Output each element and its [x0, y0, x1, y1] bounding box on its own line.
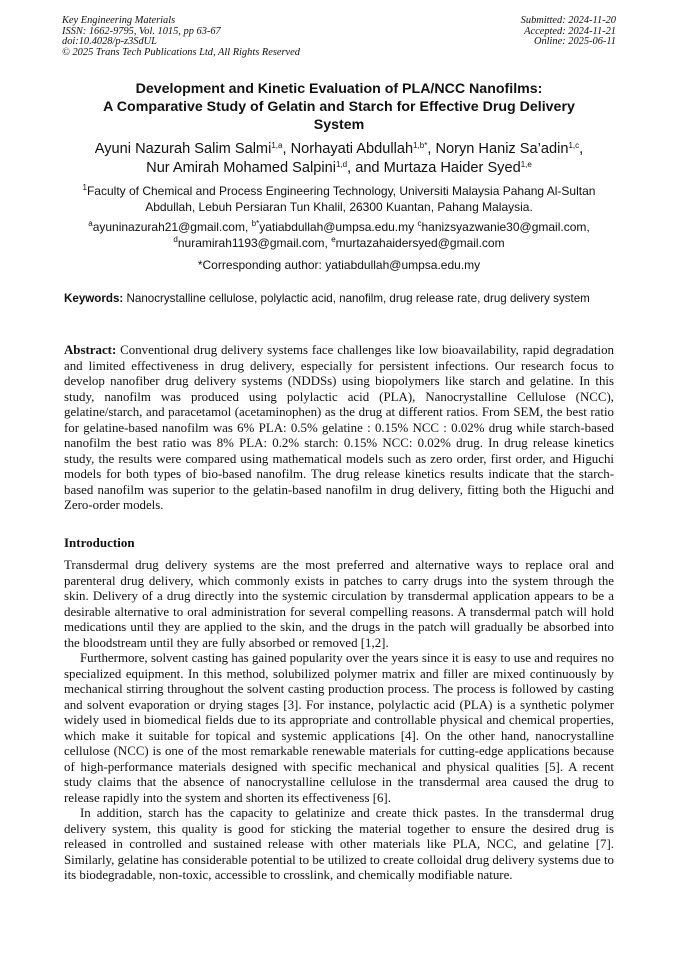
- journal-issn: ISSN: 1662-9795, Vol. 1015, pp 63-67: [62, 25, 221, 37]
- intro-paragraph-1: Transdermal drug delivery systems are the most preferred and alternative ways to replace oral and parenteral drug delivery, which commonly exists in patches to carry drugs into the system through the skin. Delivery of a drug directly into the systemic circulation by transdermal application appears to be a desirable alternative to oral administration for several compelling reasons. A transdermal patch will hold medications until they are applied to the skin, and the drugs in the patch will gradually be absorbed into the bloodstream until they are fully absorbed or removed [1,2].: [64, 558, 614, 650]
- intro-paragraph-3: In addition, starch has the capacity to gelatinize and create thick pastes. In the transdermal drug delivery system, this quality is good for sticking the material together to ensure the desired drug is released in controlled and sustained release with other materials like PLA, NCC, and gelatine [7]. Similarly, gelatine has considerable potential to be utilized to create colloidal drug delivery systems due to its biodegradable, non-toxic, accessible to crosslink, and chemically modifiable nature.: [64, 806, 614, 882]
- author-name: Nur Amirah Mohamed Salpini: [146, 160, 336, 176]
- keywords-label: Keywords:: [64, 292, 124, 305]
- email-mark: a: [88, 219, 93, 228]
- introduction-body: [64, 558, 614, 884]
- paper-title: [60, 80, 618, 134]
- author-name: Noryn Haniz Sa’adin: [435, 141, 569, 157]
- author-name: Ayuni Nazurah Salim Salmi: [94, 141, 272, 157]
- author-affiliation-mark: 1,b*: [413, 141, 428, 150]
- email-link[interactable]: yatiabdullah@umpsa.edu.my: [259, 220, 415, 234]
- affiliation: [66, 184, 612, 215]
- doi-link[interactable]: doi:10.4028/p-z3SdUL: [62, 36, 157, 48]
- corresponding-author: *Corresponding author: yatiabdullah@umpsa.edu.my: [197, 258, 481, 272]
- abstract: [64, 343, 614, 514]
- author-name: Norhayati Abdullah: [290, 141, 414, 157]
- email-mark: d: [173, 234, 178, 244]
- abstract-text: Conventional drug delivery systems face challenges like low bioavailability, rapid degradation and limited effectiveness in drug delivery, especially for persistent infections. Our research focus to develop nanofiber drug delivery systems (NDDSs) using biopolymers like starch and gelatine. In this study, nanofilm was produced using polylactic acid (PLA), Nanocrystalline Cellulose (NCC), gelatine/starch, and paracetamol (acetaminophen) as the drug at different ratios. From SEM, the best ratio for gelatine-based nanofilm was 6% PLA: 0.5% gelatine : 0.15% NCC : 0.02% drug while starch-based nanofilm the best ratio was 8% PLA: 0.2% starch: 0.15% NCC: 0.02% drug. In drug release kinetics study, the results were compared using mathematical models such as zero order, first order, and Higuchi models for both types of bio-based nanofilm. The drug release kinetics results indicate that the starch-based nanofilm was superior to the gelatin-based nanofilm in drug delivery, fitting both the Higuchi and Zero-order models.: [64, 343, 614, 512]
- title-line-3: System: [313, 117, 365, 133]
- author-list: Ayuni Nazurah Salim Salmi$^{1,a}$, Norhayati Abdullah$^{1,b*}$, Noryn Haniz Sa’adin$^{1,c}$, Nur Amirah Mohamed Salpini$^{1,d}$, and Murtaza Haider Syed$^{1,e}$: [94, 141, 584, 176]
- title-line-2: A Comparative Study of Gelatin and Starch for Effective Drug Delivery: [103, 99, 575, 115]
- affiliation-mark: 1: [82, 183, 87, 192]
- email-link[interactable]: murtazahaidersyed@gmail.com: [335, 235, 505, 250]
- accepted-date: Accepted: 2024-11-21: [524, 25, 616, 37]
- email-link[interactable]: hanizsyazwanie30@gmail.com: [421, 220, 587, 234]
- journal-header: [62, 16, 300, 58]
- title-line-1: Development and Kinetic Evaluation of PLA/NCC Nanofilms:: [135, 81, 543, 97]
- affiliation-line-2: Abdullah, Lebuh Persiaran Tun Khalil, 26300 Kuantan, Pahang Malaysia.: [145, 199, 533, 214]
- email-mark: c: [417, 219, 422, 228]
- author-affiliation-mark: 1,c: [568, 141, 580, 150]
- author-affiliation-mark: 1,e: [520, 160, 532, 169]
- submitted-date: Submitted: 2024-11-20: [520, 15, 616, 26]
- keywords: [64, 291, 614, 306]
- email-mark: b*: [251, 219, 260, 228]
- author-name: Murtaza Haider Syed: [383, 160, 521, 176]
- keywords-text: Nanocrystalline cellulose, polylactic acid, nanofilm, drug release rate, drug delivery system: [126, 292, 590, 305]
- online-date: Online: 2025-06-11: [533, 36, 616, 48]
- author-emails: $^a$ayuninazurah21@gmail.com, $^{b*}$yatiabdullah@umpsa.edu.my $^c$hanizsyazwanie30@gmail.com, $^d$nuramirah1193@gmail.com, $^e$murtazahaidersyed@gmail.com: [88, 219, 590, 250]
- intro-paragraph-2: Furthermore, solvent casting has gained popularity over the years since it is easy to use and requires no specialized equipment. In this method, solubilized polymer matrix and filler are mixed continuously by mechanical stirring throughout the solvent casting production process. The process is followed by casting and solvent evaporation or drying stages [3]. For instance, polylactic acid (PLA) is a synthetic polymer widely used in biomedical fields due to its appropriate and controllable physical and chemical properties, which make it suitable for topical and systemic applications [4]. On the other hand, nanocrystalline cellulose (NCC) is one of the most remarkable renewable materials for cutting-edge applications because of high-performance materials designed with specific mechanical and physical qualities [5]. A recent study claims that the absence of nanocrystalline cellulose in the transdermal area caused the drug to release rapidly into the system and shorten its effectiveness [6].: [64, 651, 614, 805]
- abstract-label: Abstract:: [64, 343, 117, 357]
- author-conjunction: and: [355, 160, 380, 176]
- affiliation-line-1: Faculty of Chemical and Process Engineering Technology, Universiti Malaysia Pahang Al-Sultan: [86, 184, 596, 198]
- publication-dates: [521, 16, 616, 48]
- email-mark: e: [331, 234, 336, 244]
- email-link[interactable]: ayuninazurah21@gmail.com: [92, 220, 245, 234]
- copyright-notice: © 2025 Trans Tech Publications Ltd, All Rights Reserved: [62, 46, 300, 58]
- section-heading-introduction: Introduction: [64, 535, 135, 550]
- journal-name: Key Engineering Materials: [62, 15, 176, 26]
- author-affiliation-mark: 1,d: [335, 160, 348, 169]
- author-affiliation-mark: 1,a: [271, 141, 283, 150]
- email-link[interactable]: nuramirah1193@gmail.com: [177, 235, 325, 250]
